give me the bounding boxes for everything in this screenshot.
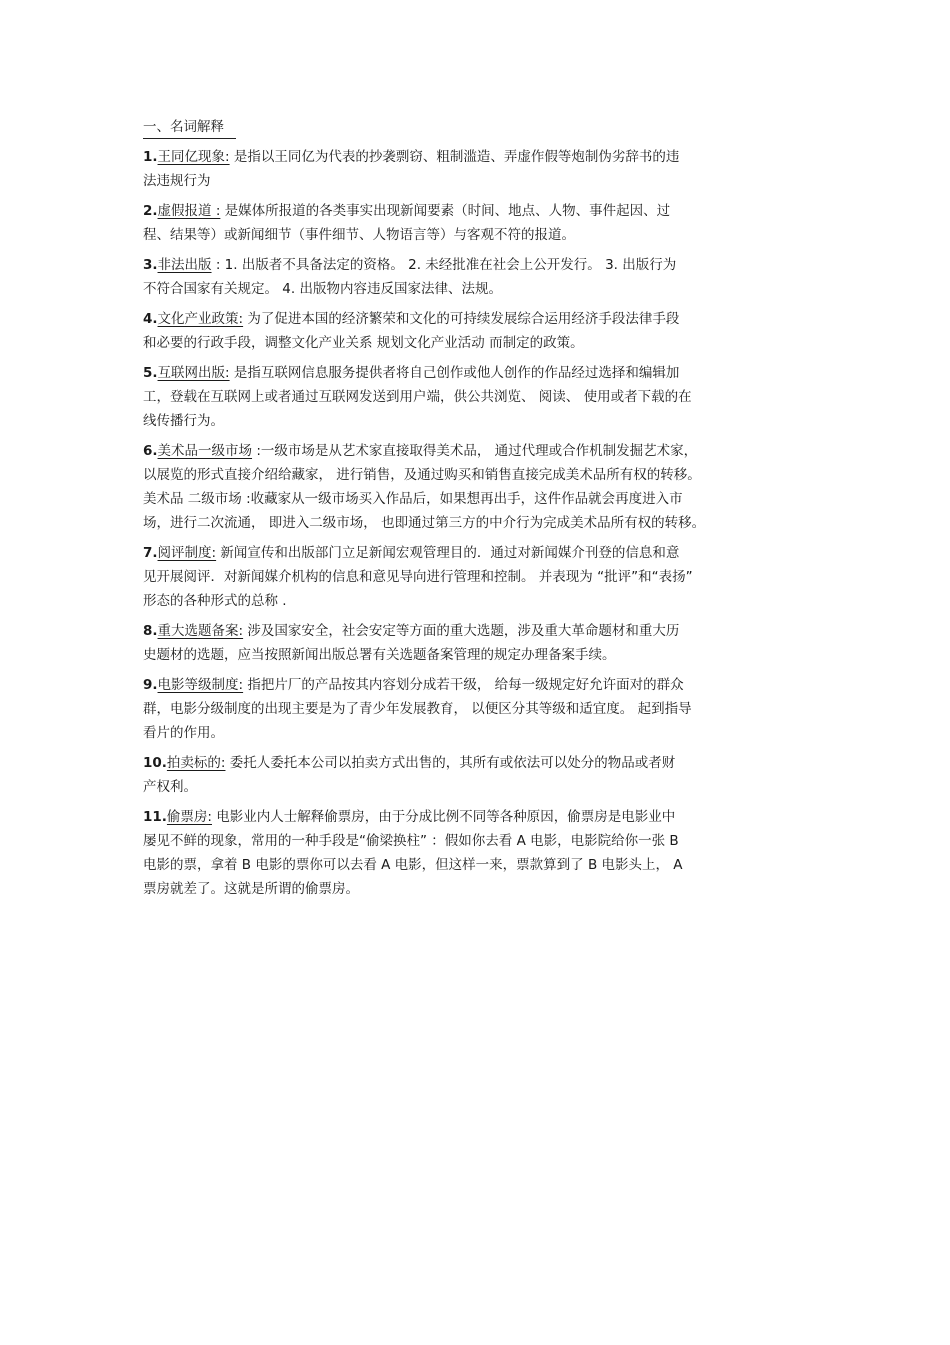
entry-line xyxy=(143,565,813,589)
glossary-entry xyxy=(143,619,813,667)
entry-term: 阅评制度: xyxy=(157,545,217,561)
section-title: 一、名词解释 xyxy=(143,116,236,139)
glossary-entry xyxy=(143,673,813,745)
entry-number: 3. xyxy=(143,257,158,273)
entry-line xyxy=(143,463,813,487)
entry-line xyxy=(143,307,813,331)
entry-text: 场，进行二次流通， 即进入二级市场， 也即通过第三方的中介行为完成美术品所有权的转移。 xyxy=(143,515,706,531)
entry-text: 法违规行为 xyxy=(143,173,211,189)
glossary-entry xyxy=(143,439,813,535)
entry-number: 4. xyxy=(143,311,158,327)
entry-line xyxy=(143,673,813,697)
entry-term: 美术品一级市场 xyxy=(157,443,253,459)
entry-text: 是媒体所报道的各类事实出现新闻要素（时间、地点、人物、事件起因、过 xyxy=(224,203,671,219)
entry-term: 电影等级制度: xyxy=(157,677,244,693)
entry-text: 是指互联网信息服务提供者将自己创作或他人创作的作品经过选择和编辑加 xyxy=(233,365,680,381)
entry-text: 群，电影分级制度的出现主要是为了青少年发展教育， 以便区分其等级和适宜度。 起到指导 xyxy=(143,701,692,717)
entry-number: 9. xyxy=(143,677,158,693)
entry-line xyxy=(143,829,813,853)
glossary-entry xyxy=(143,541,813,613)
entry-text: : 1. 出版者不具备法定的资格。 2. 未经批准在社会上公开发行。 3. 出版行为 xyxy=(215,257,677,273)
entry-term: 拍卖标的: xyxy=(166,755,226,771)
document-content xyxy=(143,116,813,901)
entry-text: 不符合国家有关规定。 4. 出版物内容违反国家法律、法规。 xyxy=(143,281,502,297)
entry-text: 以展览的形式直接介绍给藏家， 进行销售，及通过购买和销售直接完成美术品所有权的转移。 xyxy=(143,467,701,483)
entry-line xyxy=(143,331,813,355)
entry-text: 见开展阅评．对新闻媒介机构的信息和意见导向进行管理和控制。 并表现为 “批评”和“表扬” xyxy=(143,569,693,585)
entry-text: 产权利。 xyxy=(143,779,197,795)
glossary-entry xyxy=(143,751,813,799)
entry-text: 为了促进本国的经济繁荣和文化的可持续发展综合运用经济手段法律手段 xyxy=(247,311,680,327)
entry-term: 重大选题备案: xyxy=(157,623,244,639)
entry-number: 7. xyxy=(143,545,158,561)
entry-line xyxy=(143,853,813,877)
entry-number: 5. xyxy=(143,365,158,381)
entry-text: 指把片厂的产品按其内容划分成若干级， 给每一级规定好允许面对的群众 xyxy=(247,677,684,693)
entry-line xyxy=(143,361,813,385)
entry-text: 程、结果等）或新闻细节（事件细节、人物语言等）与客观不符的报道。 xyxy=(143,227,575,243)
entry-line xyxy=(143,877,813,901)
entry-line xyxy=(143,385,813,409)
entry-text: 形态的各种形式的总称 . xyxy=(143,593,287,609)
entry-line xyxy=(143,775,813,799)
entry-text: 工，登载在互联网上或者通过互联网发送到用户端，供公共浏览、 阅读、 使用或者下载的在 xyxy=(143,389,692,405)
entry-line xyxy=(143,145,813,169)
entry-line xyxy=(143,589,813,613)
glossary-entry xyxy=(143,199,813,247)
entry-number: 10. xyxy=(143,755,167,771)
entry-term: 王同亿现象: xyxy=(157,149,230,165)
entry-number: 2. xyxy=(143,203,158,219)
entry-line xyxy=(143,511,813,535)
glossary-list xyxy=(143,145,813,901)
entry-term: 非法出版 xyxy=(157,257,212,273)
entry-line xyxy=(143,199,813,223)
entry-number: 6. xyxy=(143,443,158,459)
entry-number: 8. xyxy=(143,623,158,639)
entry-term: 互联网出版: xyxy=(157,365,230,381)
entry-line xyxy=(143,487,813,511)
entry-line xyxy=(143,541,813,565)
entry-line xyxy=(143,253,813,277)
entry-text: 委托人委托本公司以拍卖方式出售的，其所有或依法可以处分的物品或者财 xyxy=(229,755,676,771)
entry-line xyxy=(143,697,813,721)
entry-line xyxy=(143,223,813,247)
glossary-entry xyxy=(143,307,813,355)
entry-line xyxy=(143,805,813,829)
entry-text: 史题材的选题，应当按照新闻出版总署有关选题备案管理的规定办理备案手续。 xyxy=(143,647,616,663)
entry-number: 11. xyxy=(143,809,167,825)
entry-line xyxy=(143,751,813,775)
entry-line xyxy=(143,439,813,463)
glossary-entry xyxy=(143,805,813,901)
entry-text: 是指以王同亿为代表的抄袭剽窃、粗制滥造、弄虚作假等炮制伪劣辞书的违 xyxy=(233,149,680,165)
glossary-entry xyxy=(143,253,813,301)
entry-line xyxy=(143,169,813,193)
entry-text: 和必要的行政手段，调整文化产业关系 规划文化产业活动 而制定的政策。 xyxy=(143,335,584,351)
entry-term: 文化产业政策: xyxy=(157,311,244,327)
entry-text: 涉及国家安全，社会安定等方面的重大选题，涉及重大革命题材和重大历 xyxy=(247,623,680,639)
glossary-entry xyxy=(143,145,813,193)
entry-text: 电影业内人士解释偷票房，由于分成比例不同等各种原因，偷票房是电影业中 xyxy=(216,809,676,825)
entry-line xyxy=(143,721,813,745)
entry-text: 美术品 二级市场 :收藏家从一级市场买入作品后，如果想再出手，这件作品就会再度进入市 xyxy=(143,491,683,507)
entry-text: 新闻宣传和出版部门立足新闻宏观管理目的．通过对新闻媒介刊登的信息和意 xyxy=(220,545,680,561)
entry-line xyxy=(143,619,813,643)
entry-text: 票房就差了。这就是所谓的偷票房。 xyxy=(143,881,359,897)
entry-term: 偷票房: xyxy=(166,809,212,825)
entry-line xyxy=(143,277,813,301)
entry-text: 电影的票，拿着 B 电影的票你可以去看 A 电影，但这样一来，票款算到了 B 电影头上， A xyxy=(143,857,683,873)
glossary-entry xyxy=(143,361,813,433)
entry-term: 虚假报道 : xyxy=(157,203,221,219)
entry-text: :一级市场是从艺术家直接取得美术品， 通过代理或合作机制发掘艺术家， xyxy=(256,443,698,459)
entry-text: 线传播行为。 xyxy=(143,413,224,429)
entry-text: 屡见不鲜的现象，常用的一种手段是“偷梁换柱” ：假如你去看 A 电影，电影院给你一张 B xyxy=(143,833,679,849)
entry-number: 1. xyxy=(143,149,158,165)
entry-line xyxy=(143,643,813,667)
entry-line xyxy=(143,409,813,433)
entry-text: 看片的作用。 xyxy=(143,725,224,741)
